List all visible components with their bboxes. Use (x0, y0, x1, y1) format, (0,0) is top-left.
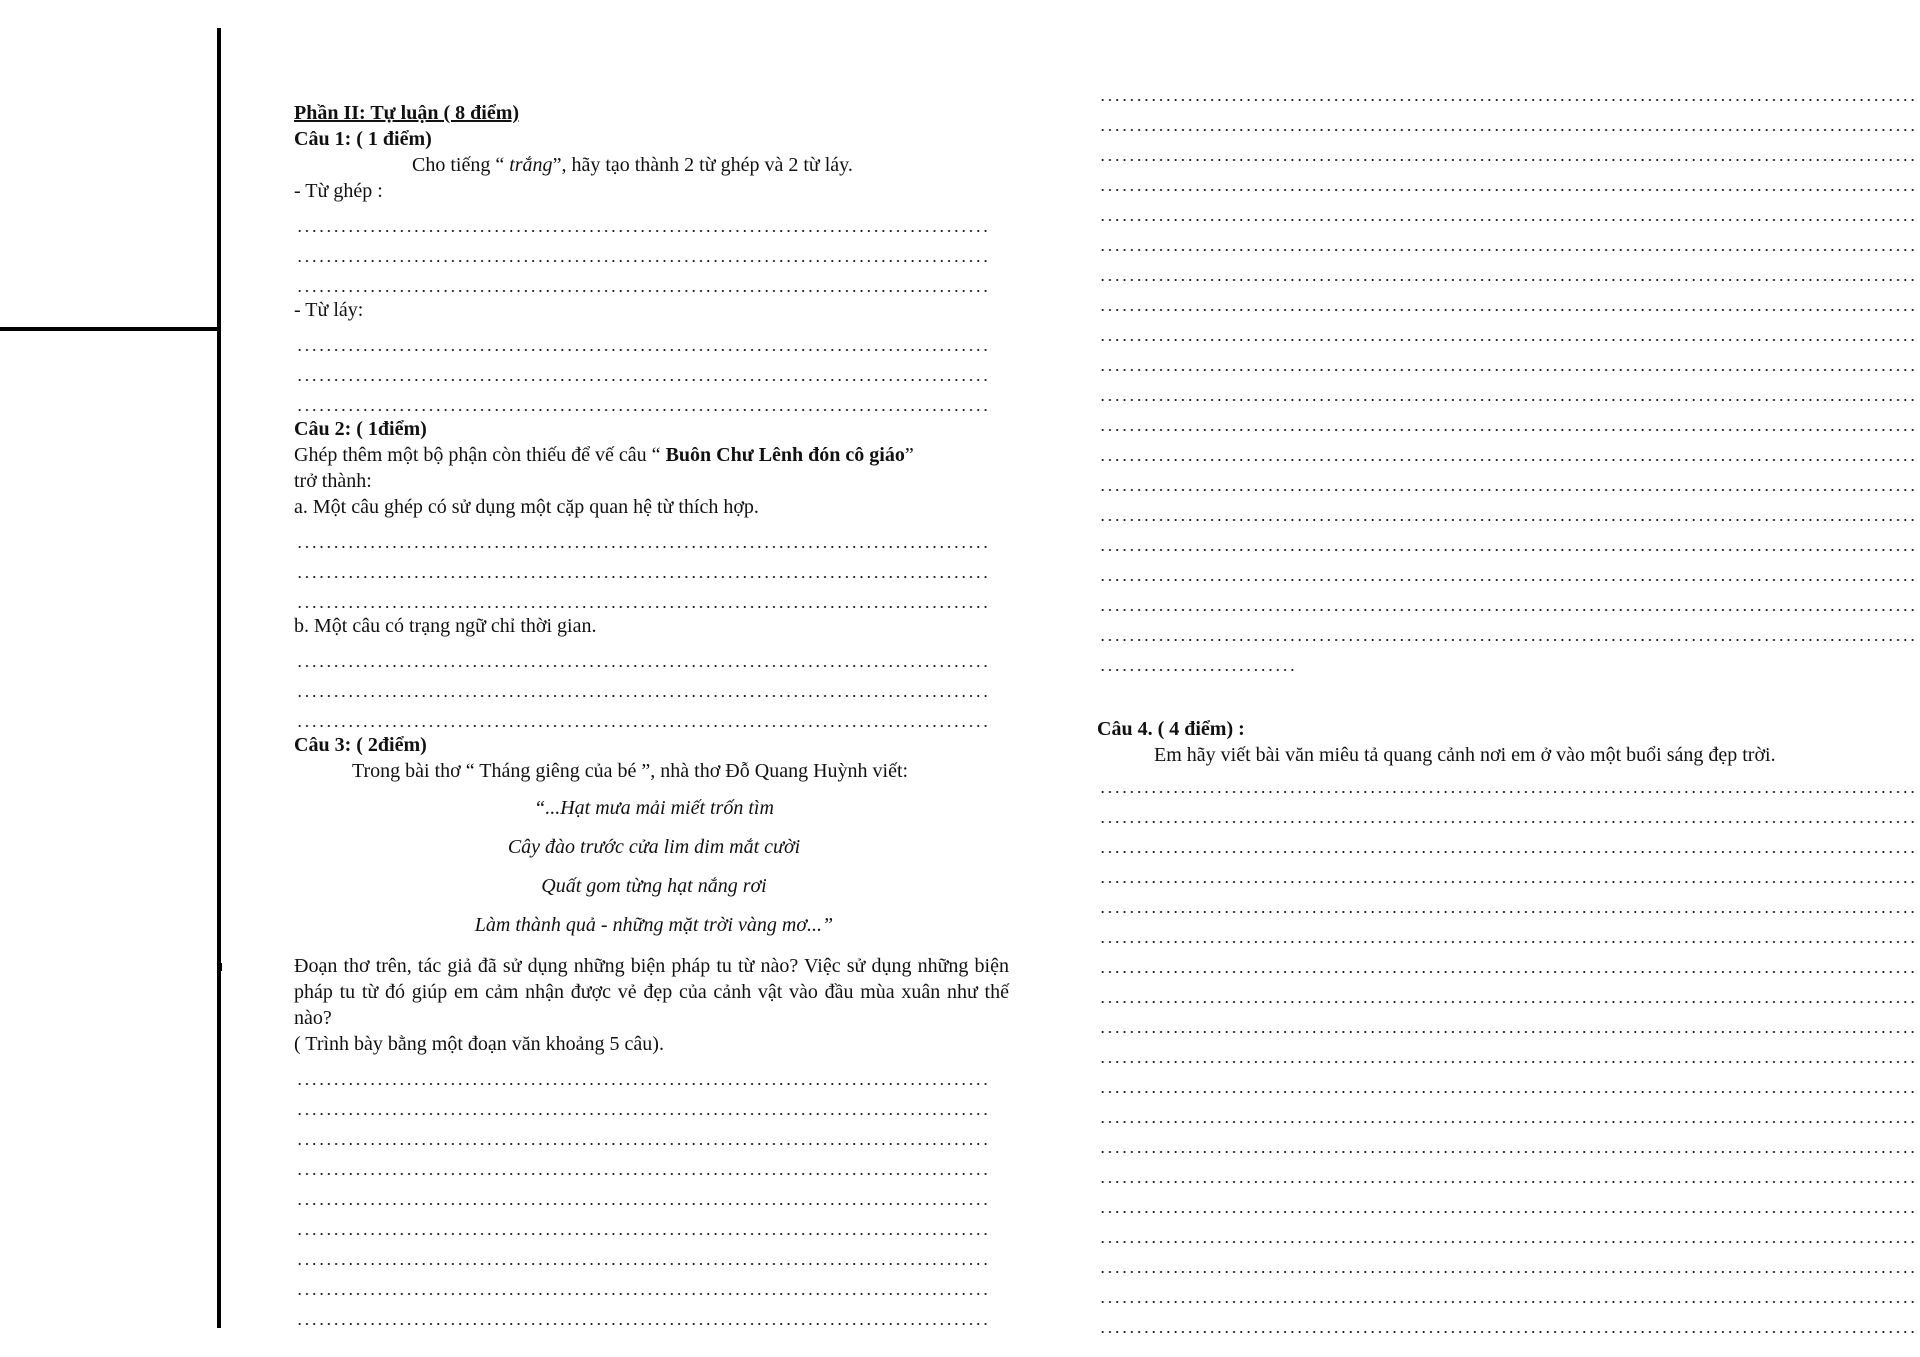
question-1-title: Câu 1: ( 1 điểm) (294, 128, 432, 150)
answer-line[interactable] (1097, 406, 1920, 436)
answer-line[interactable] (1097, 858, 1920, 888)
answer-line[interactable] (1097, 346, 1920, 376)
poem-line: Làm thành quả - những mặt trời vàng mơ...” (474, 914, 834, 936)
answer-line[interactable] (294, 1270, 992, 1300)
poem-line: Cây đào trước cửa lim dim mắt cười (507, 836, 801, 858)
question-3-title: Câu 3: ( 2điểm) (294, 734, 427, 756)
answer-line[interactable] (294, 356, 992, 386)
answer-line[interactable] (1097, 106, 1920, 136)
answer-line[interactable] (294, 267, 992, 297)
poem-excerpt (294, 789, 1014, 945)
answer-line[interactable] (294, 1060, 992, 1090)
answer-line[interactable] (294, 326, 992, 356)
answer-line[interactable] (294, 642, 992, 672)
margin-tick-mark (218, 963, 222, 971)
poem-line: “...Hạt mưa mải miết trốn tìm (534, 797, 774, 819)
question-2-prompt (294, 442, 1014, 468)
answer-line[interactable] (294, 1150, 992, 1180)
answer-line[interactable] (1097, 166, 1920, 196)
answer-line[interactable] (294, 553, 992, 583)
answer-line[interactable] (1097, 136, 1920, 166)
answer-line[interactable] (1097, 1278, 1920, 1308)
answer-line[interactable] (1097, 316, 1920, 346)
answer-line[interactable] (294, 207, 992, 237)
question-2-prompt-bold: Buôn Chư Lênh đón cô giáo (665, 444, 905, 466)
left-column (294, 100, 1014, 1330)
question-2-part-a: a. Một câu ghép có sử dụng một cặp quan hệ từ thích hợp. (294, 496, 759, 518)
question-2-part-b: b. Một câu có trạng ngữ chỉ thời gian. (294, 615, 597, 637)
answer-line[interactable] (1097, 1098, 1920, 1128)
answer-line-short[interactable] (1097, 646, 1302, 676)
part-title: Phần II: Tự luận ( 8 điểm) (294, 102, 520, 124)
answer-line[interactable] (1097, 556, 1920, 586)
answer-line[interactable] (1097, 286, 1920, 316)
answer-line[interactable] (294, 523, 992, 553)
question-2-prompt-post: ” (904, 444, 914, 466)
answer-lines-question-3[interactable] (294, 1060, 1014, 1330)
question-2-prompt-line2: trở thành: (294, 470, 372, 492)
answer-line[interactable] (1097, 436, 1920, 466)
answer-line[interactable] (294, 1120, 992, 1150)
label-tu-ghep: - Từ ghép : (294, 180, 383, 202)
question-1-prompt (294, 152, 1014, 178)
answer-line[interactable] (1097, 978, 1920, 1008)
question-3-question: Đoạn thơ trên, tác giả đã sử dụng những biện pháp tu từ nào? Việc sử dụng những biện pháp tu từ đó giúp em cảm nhận được vẻ đẹp của cảnh vật vào đầu mùa xuân như thế nào? (294, 955, 1009, 1029)
answer-line[interactable] (1097, 798, 1920, 828)
question-2-prompt-pre: Ghép thêm một bộ phận còn thiếu để vế câu “ (294, 444, 666, 466)
answer-line[interactable] (1097, 1068, 1920, 1098)
answer-line[interactable] (294, 386, 992, 416)
page-fold-horizontal-line (0, 327, 221, 331)
answer-line[interactable] (1097, 586, 1920, 616)
answer-line[interactable] (1097, 948, 1920, 978)
answer-line[interactable] (294, 1090, 992, 1120)
question-1-prompt-word: trắng (509, 154, 553, 176)
answer-line[interactable] (1097, 1158, 1920, 1188)
answer-line[interactable] (1097, 616, 1920, 646)
answer-line[interactable] (1097, 1218, 1920, 1248)
question-4-prompt: Em hãy viết bài văn miêu tả quang cảnh nơi em ở vào một buổi sáng đẹp trời. (1154, 744, 1776, 766)
answer-line[interactable] (1097, 828, 1920, 858)
page-fold-vertical-line (217, 28, 221, 1328)
answer-line[interactable] (294, 1300, 992, 1330)
answer-lines-part-b[interactable] (294, 642, 1014, 732)
answer-line[interactable] (1097, 888, 1920, 918)
answer-line[interactable] (1097, 1248, 1920, 1278)
right-column (1097, 76, 1920, 1338)
question-2-title: Câu 2: ( 1điểm) (294, 418, 427, 440)
answer-line[interactable] (1097, 226, 1920, 256)
answer-line[interactable] (1097, 918, 1920, 948)
question-4-title: Câu 4. ( 4 điểm) : (1097, 718, 1245, 740)
answer-line[interactable] (1097, 526, 1920, 556)
answer-line[interactable] (294, 702, 992, 732)
answer-line[interactable] (294, 1180, 992, 1210)
question-1-prompt-post: ”, hãy tạo thành 2 từ ghép và 2 từ láy. (552, 154, 853, 176)
answer-lines-part-a[interactable] (294, 523, 1014, 613)
question-3-intro: Trong bài thơ “ Tháng giêng của bé ”, nhà thơ Đỗ Quang Huỳnh viết: (352, 760, 909, 782)
answer-line[interactable] (1097, 76, 1920, 106)
answer-line[interactable] (294, 1210, 992, 1240)
label-tu-lay: - Từ láy: (294, 299, 364, 321)
question-3-instruction: ( Trình bày bằng một đoạn văn khoảng 5 câu). (294, 1033, 664, 1055)
answer-line[interactable] (1097, 466, 1920, 496)
answer-lines-tu-lay[interactable] (294, 326, 1014, 416)
question-1-prompt-pre: Cho tiếng “ (412, 154, 510, 176)
answer-line[interactable] (294, 237, 992, 267)
answer-line[interactable] (1097, 376, 1920, 406)
answer-line[interactable] (1097, 496, 1920, 526)
answer-line[interactable] (1097, 1308, 1920, 1338)
answer-lines-continued[interactable] (1097, 76, 1920, 676)
answer-lines-tu-ghep[interactable] (294, 207, 1014, 297)
answer-line[interactable] (294, 1240, 992, 1270)
answer-line[interactable] (1097, 1008, 1920, 1038)
answer-line[interactable] (1097, 1188, 1920, 1218)
answer-line[interactable] (1097, 256, 1920, 286)
answer-line[interactable] (1097, 768, 1920, 798)
answer-line[interactable] (1097, 196, 1920, 226)
answer-line[interactable] (1097, 1038, 1920, 1068)
answer-lines-question-4[interactable] (1097, 768, 1920, 1338)
answer-line[interactable] (294, 672, 992, 702)
answer-line[interactable] (294, 583, 992, 613)
poem-line: Quất gom từng hạt nắng rơi (541, 875, 767, 897)
answer-line[interactable] (1097, 1128, 1920, 1158)
